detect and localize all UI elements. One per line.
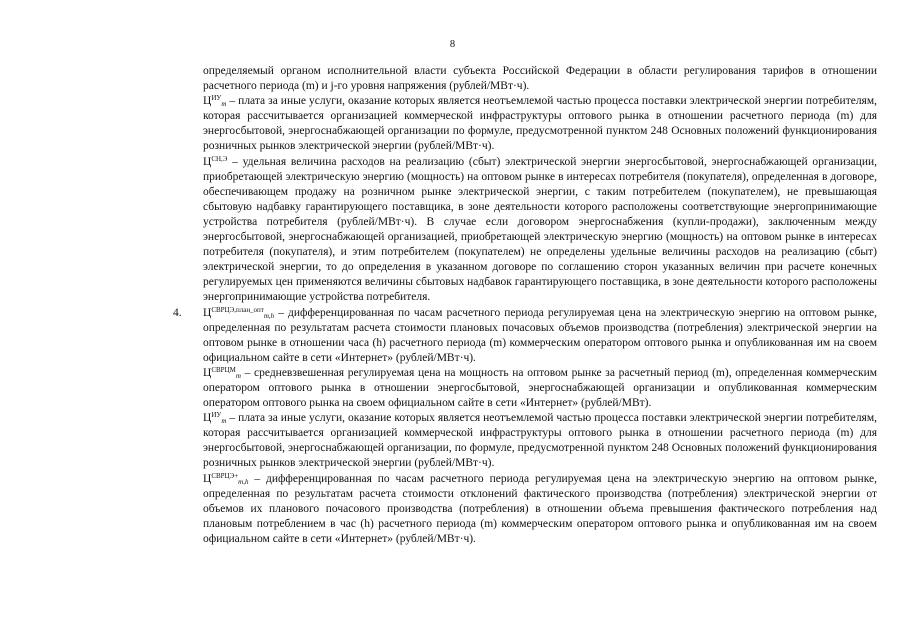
definition-other-services-fee — [203, 94, 877, 154]
price-symbol: $Ц^{СН,Э}$ — [203, 154, 228, 168]
definition-text: – плата за иные услуги, оказание которых является неотъемлемой частью процесса поставки электрической энергии потребителям, которая рассчитывается организацией коммерческой инфраструктуры оптового рынка в отношении расчетного периода (m) для энергосбытовой, энергоснабжающей организации по формуле, предусмотренной пунктом 248 Основных положений функционирования розничных рынков электрической энергии (рублей/МВт·ч). — [203, 95, 878, 153]
definition-other-services-fee-2 — [203, 411, 877, 471]
definition-text: – дифференцированная по часам расчетного периода регулируемая цена на электрическую энергию на оптовом рынке, определенная по результатам расчета стоимости отклонений фактического производства (потребления) электрической энергии от объемов их планового почасового производства (потребления) в отношении объема превышения фактического потребления над плановым потреблением в час (h) расчетного периода (m) коммерческим оператором оптового рынка и опубликованная им на своем официальном сайте в сети «Интернет» (рублей/МВт·ч). — [203, 472, 877, 545]
price-symbol: $Ц^{ИУ}_m$ — [203, 94, 227, 109]
definition-text: – плата за иные услуги, оказание которых является неотъемлемой частью процесса поставки электрической энергии потребителям, которая рассчитывается организацией коммерческой инфраструктуры оптового рынка в отношении расчетного периода (m) для энергосбытовой, энергоснабжающей организации, по формуле, предусмотренной пунктом 248 Основных положений функционирования розничных рынков электрической энергии (рублей/МВт·ч). — [203, 412, 878, 470]
definition-deviation-energy-price — [203, 472, 877, 547]
document-body — [173, 64, 878, 547]
definition-capacity-price — [203, 366, 877, 411]
definition-text: – дифференцированная по часам расчетного периода регулируемая цена на электрическую энергию на оптовом рынке, определенная по результатам расчета стоимости плановых почасовых объемов производства (потребления) электрической энергии на оптовом рынке в отношении часа (h) расчетного периода (m) коммерческим оператором оптового рынка и опубликованная им на своем официальном сайте в сети «Интернет» (рублей/МВт·ч). — [203, 306, 878, 364]
definition-text: – средневзвешенная регулируемая цена на мощность на оптовом рынке за расчетный период (m), определенная коммерческим оператором оптового рынка в отношении энергосбытовой, энергоснабжающей организации и опубликованная коммерческим оператором оптового рынка на своем официальном сайте в сети «Интернет» (рублей/МВт). — [203, 366, 878, 410]
paragraph-continuation: определяемый органом исполнительной власти субъекта Российской Федерации в области регулирования тарифов в отношении расчетного периода (m) и j-го уровня напряжения (рублей/МВт·ч). — [203, 65, 877, 93]
price-symbol: $Ц^{ИУ}_m$ — [203, 411, 227, 426]
price-symbol: $Ц^{СВРЦЭ+}_{m,h}$ — [203, 471, 249, 486]
item-number: 4. — [173, 306, 182, 319]
definition-text: – удельная величина расходов на реализацию (сбыт) электрической энергии энергосбытовой, энергоснабжающей организации, приобретающей электрическую энергию (мощность) на оптовом рынке в интересах потребителя (покупателя), определенная в договоре, обеспечивающем продажу на розничном рынке электрической энергии, с таким потребителем (покупателем), не превышающая сбытовую надбавку гарантирующего поставщика, в зоне деятельности которого расположены соответствующие энергопринимающие устройства потребителя (рублей/МВт·ч). В случае если договором энергоснабжения (купли-продажи), заключенным между энергосбытовой, энергоснабжающей организацией, приобретающей электрическую энергию (мощность) на оптовом рынке в интересах потребителя (покупателя), и этим потребителем (покупателем) не определены удельные величины расходов на реализацию (сбыт) электрической энергии, то до определения в указанном договоре по соглашению сторон указанных величин при расчете конечных регулируемых цен применяются величины сбытовых надбавок гарантирующего поставщика, в зоне деятельности которого расположены энергопринимающие устройства потребителя. — [203, 155, 878, 304]
definition-sales-expenses — [203, 155, 877, 306]
page-number: 8 — [449, 39, 456, 50]
price-symbol: $Ц^{СВРЦЭ,план\_опт}_{m,h}$ — [203, 305, 275, 320]
price-symbol: $Ц^{СВРЦМ}_m$ — [203, 365, 241, 380]
numbered-item-4 — [173, 305, 878, 366]
definition-planned-energy-price — [203, 306, 877, 366]
